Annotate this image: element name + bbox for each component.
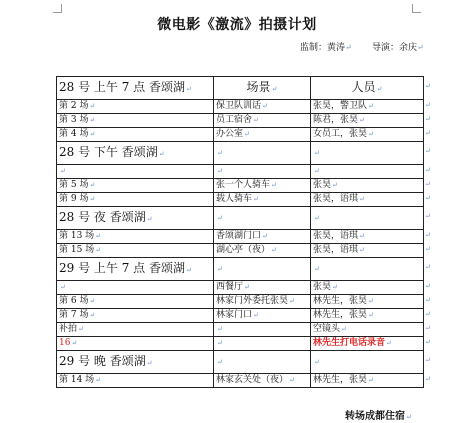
- paragraph-mark-icon: ↵: [217, 213, 223, 222]
- scene-cell: [214, 258, 311, 281]
- paragraph-mark-icon: ↵: [314, 264, 320, 273]
- row-end-mark-icon: ↵: [425, 82, 431, 90]
- row-end-mark-icon: ↵: [425, 310, 431, 318]
- scene-location-cell: [214, 193, 311, 207]
- scene-number-cell: [57, 337, 214, 351]
- scene-location-cell-text: 员工宿舍: [216, 115, 253, 125]
- paragraph-mark-icon: ↵: [368, 102, 374, 110]
- paragraph-mark-icon: ↵: [271, 246, 277, 254]
- scene-number-cell-text: 第 3 场: [59, 115, 89, 125]
- scene-location-cell-text: 保卫队训话: [216, 101, 262, 111]
- paragraph-mark-icon: ↵: [60, 167, 66, 175]
- row-end-mark-icon: ↵: [425, 194, 431, 202]
- scene-location-cell: [214, 244, 311, 258]
- scene-location-cell: [214, 281, 311, 295]
- scene-location-cell: [214, 179, 311, 193]
- row-end-mark-icon: ↵: [425, 296, 431, 304]
- row-end-mark-icon: ↵: [425, 212, 431, 220]
- paragraph-mark-icon: ↵: [386, 339, 392, 347]
- group-label: 28 号 上午 7 点 香颂湖: [59, 80, 185, 94]
- paragraph-mark-icon: ↵: [60, 283, 66, 291]
- scene-number-cell: [57, 193, 214, 207]
- people-cell: [311, 100, 424, 114]
- group-heading: [57, 258, 214, 281]
- scene-number-cell: [57, 179, 214, 193]
- paragraph-mark-icon: ↵: [89, 116, 96, 124]
- paragraph-mark-icon: ↵: [376, 84, 383, 93]
- row-end-mark-icon: ↵: [425, 324, 431, 332]
- row-end-mark-icon: ↵: [425, 129, 431, 137]
- people-header-label: 人员: [351, 79, 376, 94]
- row-end-mark-icon: ↵: [425, 180, 431, 188]
- paragraph-mark-icon: ↵: [332, 283, 338, 291]
- scene-number-cell-text: 第 6 场: [59, 296, 89, 306]
- people-cell-text: 空镜头: [313, 324, 341, 334]
- row-end-mark-icon: ↵: [425, 356, 431, 364]
- paragraph-mark-icon: ↵: [262, 232, 268, 240]
- scene-row: [57, 295, 424, 309]
- row-end-mark-icon: ↵: [425, 263, 431, 271]
- scene-column-header: [214, 77, 311, 100]
- scene-location-cell: [214, 374, 311, 388]
- scene-cell: [214, 165, 311, 179]
- people-cell: [311, 309, 424, 323]
- paragraph-mark-icon: ↵: [185, 266, 192, 274]
- people-cell-text: 女员工，张昊: [313, 129, 368, 139]
- scene-location-cell: [214, 309, 311, 323]
- row-end-mark-icon: ↵: [425, 245, 431, 253]
- people-cell: [311, 295, 424, 309]
- paragraph-mark-icon: ↵: [368, 130, 374, 138]
- paragraph-mark-icon: ↵: [89, 102, 96, 110]
- scene-location-cell: [214, 114, 311, 128]
- paragraph-mark-icon: ↵: [406, 413, 412, 421]
- row-end-mark-icon: ↵: [425, 375, 431, 383]
- scene-header-label: 场景: [246, 79, 271, 94]
- people-cell-text: 陈君，张昊: [313, 115, 359, 125]
- scene-location-cell-text: 办公室: [216, 129, 244, 139]
- scene-cell: [214, 142, 311, 165]
- first-group-heading: [57, 77, 214, 100]
- people-cell: [311, 207, 424, 230]
- paragraph-mark-icon: ↵: [289, 376, 295, 384]
- paragraph-mark-icon: ↵: [332, 181, 338, 189]
- group-heading-text: 28 号 下午 香颂湖: [59, 145, 158, 159]
- people-cell: [311, 281, 424, 295]
- producer-credit: [300, 40, 352, 53]
- paragraph-mark-icon: ↵: [271, 84, 278, 93]
- scene-number-cell: [57, 100, 214, 114]
- paragraph-mark-icon: ↵: [217, 264, 223, 273]
- scene-location-cell: [214, 230, 311, 244]
- scene-row: [57, 179, 424, 193]
- people-column-header: [311, 77, 424, 100]
- margin-corner-mark: [412, 4, 421, 13]
- paragraph-mark-icon: ↵: [314, 357, 320, 366]
- paragraph-mark-icon: ↵: [89, 195, 96, 203]
- paragraph-mark-icon: ↵: [368, 297, 374, 305]
- number-cell: [57, 165, 214, 179]
- row-end-mark-icon: ↵: [425, 282, 431, 290]
- people-cell-text: 张昊，语琪: [313, 231, 359, 241]
- paragraph-mark-icon: ↵: [253, 116, 259, 124]
- scene-number-cell: [57, 295, 214, 309]
- paragraph-mark-icon: ↵: [89, 181, 96, 189]
- people-cell: [311, 142, 424, 165]
- scene-number-cell-text: 第 2 场: [59, 101, 89, 111]
- footer-note-text: 转场成都住宿: [345, 411, 405, 422]
- scene-location-cell: [214, 128, 311, 142]
- people-cell: [311, 230, 424, 244]
- paragraph-mark-icon: ↵: [368, 376, 374, 384]
- scene-number-cell-text: 第 9 场: [59, 194, 89, 204]
- scene-location-cell-text: 香颂湖门口: [216, 231, 262, 241]
- group-heading-text: 29 号 晚 香颂湖: [59, 354, 146, 368]
- scene-number-cell-text: 第 14 场: [59, 375, 95, 385]
- margin-corner-mark: [53, 4, 62, 13]
- paragraph-mark-icon: ↵: [146, 359, 153, 367]
- people-cell: [311, 128, 424, 142]
- group-heading-row: [57, 142, 424, 165]
- scene-number-cell: [57, 323, 214, 337]
- people-cell-text: 张昊: [313, 180, 332, 190]
- paragraph-mark-icon: ↵: [253, 195, 259, 203]
- people-cell: [311, 323, 424, 337]
- scene-row: [57, 193, 424, 207]
- paragraph-mark-icon: ↵: [95, 232, 102, 240]
- group-heading-text: 28 号 夜 香颂湖: [59, 210, 146, 224]
- paragraph-mark-icon: ↵: [158, 150, 165, 158]
- paragraph-mark-icon: ↵: [95, 246, 102, 254]
- group-heading: [57, 207, 214, 230]
- paragraph-mark-icon: ↵: [217, 357, 223, 366]
- director-credit: [372, 40, 424, 53]
- people-cell: [311, 258, 424, 281]
- people-cell-text: 林先生，张昊: [313, 310, 368, 320]
- people-cell: [311, 351, 424, 374]
- scene-row: [57, 374, 424, 388]
- scene-location-cell: [214, 295, 311, 309]
- scene-number-cell-text: 16: [59, 338, 71, 348]
- scene-row: [57, 309, 424, 323]
- people-cell: [311, 114, 424, 128]
- group-heading-text: 29 号 上午 7 点 香颂湖: [59, 261, 185, 275]
- people-cell-text: 张昊，警卫队: [313, 101, 368, 111]
- row-end-mark-icon: ↵: [425, 338, 431, 346]
- schedule-body: [57, 77, 424, 388]
- group-heading-row: [57, 351, 424, 374]
- group-heading-row: [57, 258, 424, 281]
- scene-number-cell: [57, 114, 214, 128]
- scene-row: [57, 281, 424, 295]
- scene-number-cell: [57, 309, 214, 323]
- paragraph-mark-icon: ↵: [359, 246, 365, 254]
- row-end-mark-icon: ↵: [425, 166, 431, 174]
- paragraph-mark-icon: ↵: [341, 325, 347, 333]
- scene-number-cell-text: 补拍: [59, 324, 78, 334]
- scene-number-cell-text: 第 15 场: [59, 245, 95, 255]
- director-credit-text: 导演：余庆: [372, 43, 418, 53]
- paragraph-mark-icon: ↵: [185, 85, 192, 93]
- people-cell-text: 张昊，语琪: [313, 245, 359, 255]
- scene-number-cell: [57, 244, 214, 258]
- scene-location-cell-text: 西餐厅: [216, 282, 244, 292]
- scene-number-cell: [57, 374, 214, 388]
- scene-location-cell: [214, 337, 311, 351]
- paragraph-mark-icon: ↵: [217, 167, 223, 175]
- scene-row: [57, 114, 424, 128]
- paragraph-mark-icon: ↵: [314, 148, 320, 157]
- paragraph-mark-icon: ↵: [95, 376, 102, 384]
- scene-location-cell-text: 林家门外委托张昊: [216, 296, 289, 306]
- people-cell: [311, 165, 424, 179]
- scene-cell: [214, 207, 311, 230]
- scene-row: [57, 244, 424, 258]
- people-cell: [311, 193, 424, 207]
- paragraph-mark-icon: ↵: [244, 130, 250, 138]
- people-cell-text: 张昊，语琪: [313, 194, 359, 204]
- document-title: 微电影《激流》拍摄计划: [157, 17, 317, 33]
- paragraph-mark-icon: ↵: [217, 148, 223, 157]
- group-heading-row: [57, 207, 424, 230]
- scene-number-cell-text: 第 5 场: [59, 180, 89, 190]
- scene-number-cell: [57, 281, 214, 295]
- paragraph-mark-icon: ↵: [345, 43, 352, 52]
- group-heading: [57, 351, 214, 374]
- scene-cell: [214, 351, 311, 374]
- paragraph-mark-icon: ↵: [71, 339, 78, 347]
- paragraph-mark-icon: ↵: [368, 311, 374, 319]
- people-cell-text: 林先生打电话录音: [313, 338, 386, 348]
- scene-row: [57, 337, 424, 351]
- scene-number-cell-text: 第 4 场: [59, 129, 89, 139]
- paragraph-mark-icon: ↵: [89, 297, 96, 305]
- scene-number-cell-text: 第 13 场: [59, 231, 95, 241]
- paragraph-mark-icon: ↵: [314, 167, 320, 175]
- people-cell-text: 张昊: [313, 282, 332, 292]
- paragraph-mark-icon: ↵: [314, 213, 320, 222]
- scene-row: [57, 323, 424, 337]
- scene-number-cell: [57, 230, 214, 244]
- scene-number-cell: [57, 128, 214, 142]
- scene-row: [57, 100, 424, 114]
- paragraph-mark-icon: ↵: [253, 311, 259, 319]
- producer-credit-text: 监制：黄涛: [300, 43, 346, 53]
- scene-row: [57, 230, 424, 244]
- row-end-mark-icon: ↵: [425, 101, 431, 109]
- people-cell: [311, 374, 424, 388]
- people-cell: [311, 244, 424, 258]
- paragraph-mark-icon: ↵: [262, 102, 268, 110]
- footer-note: [345, 407, 412, 422]
- blank-row: [57, 165, 424, 179]
- people-cell-text: 林先生，张昊: [313, 375, 368, 385]
- paragraph-mark-icon: ↵: [244, 283, 250, 291]
- scene-row: [57, 128, 424, 142]
- row-end-mark-icon: ↵: [425, 115, 431, 123]
- paragraph-mark-icon: ↵: [289, 297, 295, 305]
- header-row: [57, 77, 424, 100]
- scene-location-cell: [214, 100, 311, 114]
- people-cell: [311, 337, 424, 351]
- paragraph-mark-icon: ↵: [417, 43, 424, 52]
- people-cell-text: 林先生，张昊: [313, 296, 368, 306]
- paragraph-mark-icon: ↵: [89, 130, 96, 138]
- scene-location-cell-text: 载人骑车: [216, 194, 253, 204]
- paragraph-mark-icon: ↵: [78, 325, 84, 333]
- paragraph-mark-icon: ↵: [217, 339, 223, 347]
- paragraph-mark-icon: ↵: [359, 232, 365, 240]
- paragraph-mark-icon: ↵: [89, 311, 96, 319]
- people-cell: [311, 179, 424, 193]
- row-end-mark-icon: ↵: [425, 147, 431, 155]
- group-heading: [57, 142, 214, 165]
- scene-location-cell-text: 林家玄关处（夜）: [216, 375, 289, 385]
- scene-number-cell-text: 第 7 场: [59, 310, 89, 320]
- scene-location-cell: [214, 323, 311, 337]
- paragraph-mark-icon: ↵: [271, 181, 277, 189]
- scene-location-cell-text: 林家门口: [216, 310, 253, 320]
- row-end-mark-icon: ↵: [425, 231, 431, 239]
- scene-location-cell-text: 湖心亭（夜）: [216, 245, 271, 255]
- scene-location-cell-text: 张一个人骑车: [216, 180, 271, 190]
- paragraph-mark-icon: ↵: [217, 325, 223, 333]
- paragraph-mark-icon: ↵: [146, 215, 153, 223]
- paragraph-mark-icon: ↵: [359, 116, 365, 124]
- paragraph-mark-icon: ↵: [359, 195, 365, 203]
- shooting-schedule-table: [56, 76, 424, 388]
